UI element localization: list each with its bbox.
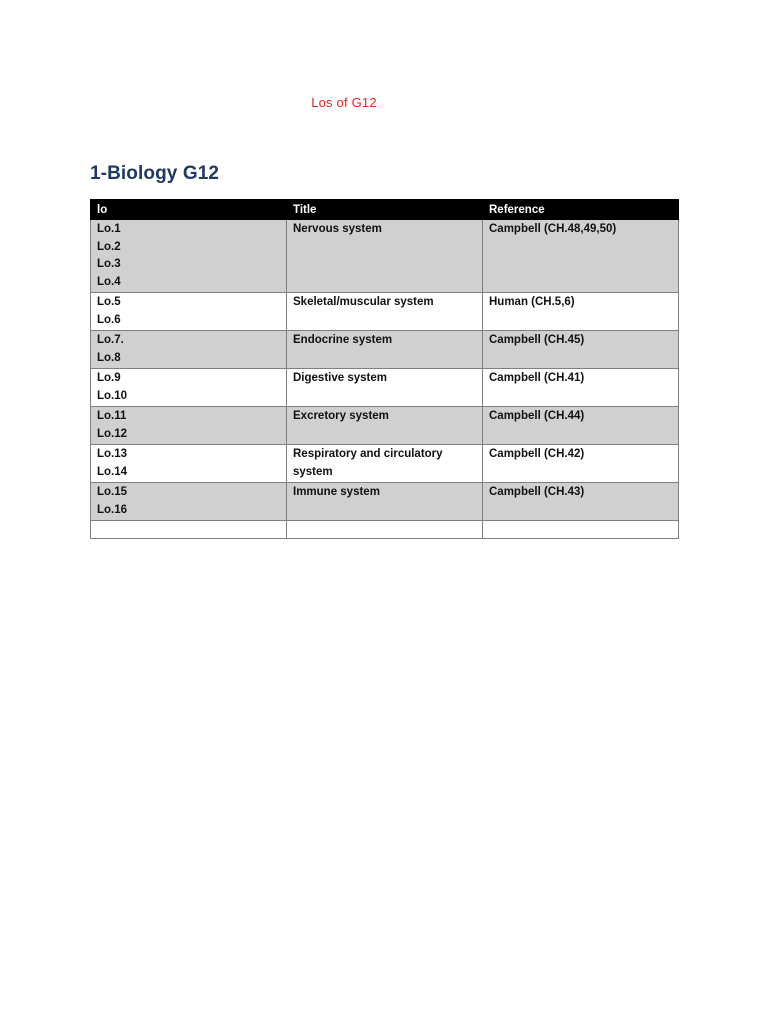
reference-cell: Campbell (CH.42) [483, 445, 679, 483]
table-row [91, 407, 679, 445]
table-row [91, 369, 679, 407]
lo-cell [91, 369, 287, 407]
column-header-reference: Reference [483, 200, 679, 220]
lo-code: Lo.4 [97, 275, 121, 288]
lo-cell [91, 331, 287, 369]
lo-code: Lo.10 [97, 389, 128, 402]
lo-code: Lo.7. [97, 334, 124, 346]
lo-code: Lo.8 [97, 351, 121, 364]
lo-code: Lo.13 [97, 448, 128, 460]
lo-code: Lo.1 [97, 223, 121, 235]
table-row [91, 331, 679, 369]
lo-cell [91, 293, 287, 331]
section-heading: 1-Biology G12 [90, 163, 220, 184]
table-cell [91, 521, 287, 539]
lo-cell [91, 220, 287, 293]
table-row [91, 483, 679, 521]
reference-cell: Campbell (CH.43) [483, 483, 679, 521]
column-header-title: Title [287, 200, 483, 220]
table-row [91, 220, 679, 293]
title-cell: Excretory system [287, 407, 483, 445]
lo-code: Lo.15 [97, 486, 128, 498]
title-cell: Nervous system [287, 220, 483, 293]
lo-cell [91, 407, 287, 445]
title-cell: Digestive system [287, 369, 483, 407]
column-header-lo: lo [91, 200, 287, 220]
lo-cell [91, 445, 287, 483]
lo-code: Lo.2 [97, 240, 121, 253]
document-title: Los of G12 [311, 95, 377, 110]
reference-cell: Campbell (CH.45) [483, 331, 679, 369]
reference-cell: Campbell (CH.41) [483, 369, 679, 407]
table-header-row [91, 200, 679, 220]
reference-cell: Campbell (CH.48,49,50) [483, 220, 679, 293]
lo-code: Lo.14 [97, 465, 128, 478]
lo-code: Lo.9 [97, 372, 121, 384]
title-cell: Endocrine system [287, 331, 483, 369]
lo-code: Lo.12 [97, 427, 128, 440]
lo-code: Lo.5 [97, 296, 121, 308]
table-row [91, 293, 679, 331]
reference-cell: Campbell (CH.44) [483, 407, 679, 445]
table-cell [287, 521, 483, 539]
lo-cell [91, 483, 287, 521]
table-row [91, 445, 679, 483]
table-body [91, 220, 679, 539]
learning-outcomes-table [90, 199, 679, 539]
title-cell: Respiratory and circulatory system [287, 445, 483, 483]
title-cell: Immune system [287, 483, 483, 521]
table-row-empty [91, 521, 679, 539]
lo-code: Lo.3 [97, 258, 121, 270]
lo-code: Lo.11 [97, 410, 127, 422]
table-cell [483, 521, 679, 539]
lo-code: Lo.6 [97, 313, 121, 326]
reference-cell: Human (CH.5,6) [483, 293, 679, 331]
lo-code: Lo.16 [97, 503, 128, 516]
title-cell: Skeletal/muscular system [287, 293, 483, 331]
